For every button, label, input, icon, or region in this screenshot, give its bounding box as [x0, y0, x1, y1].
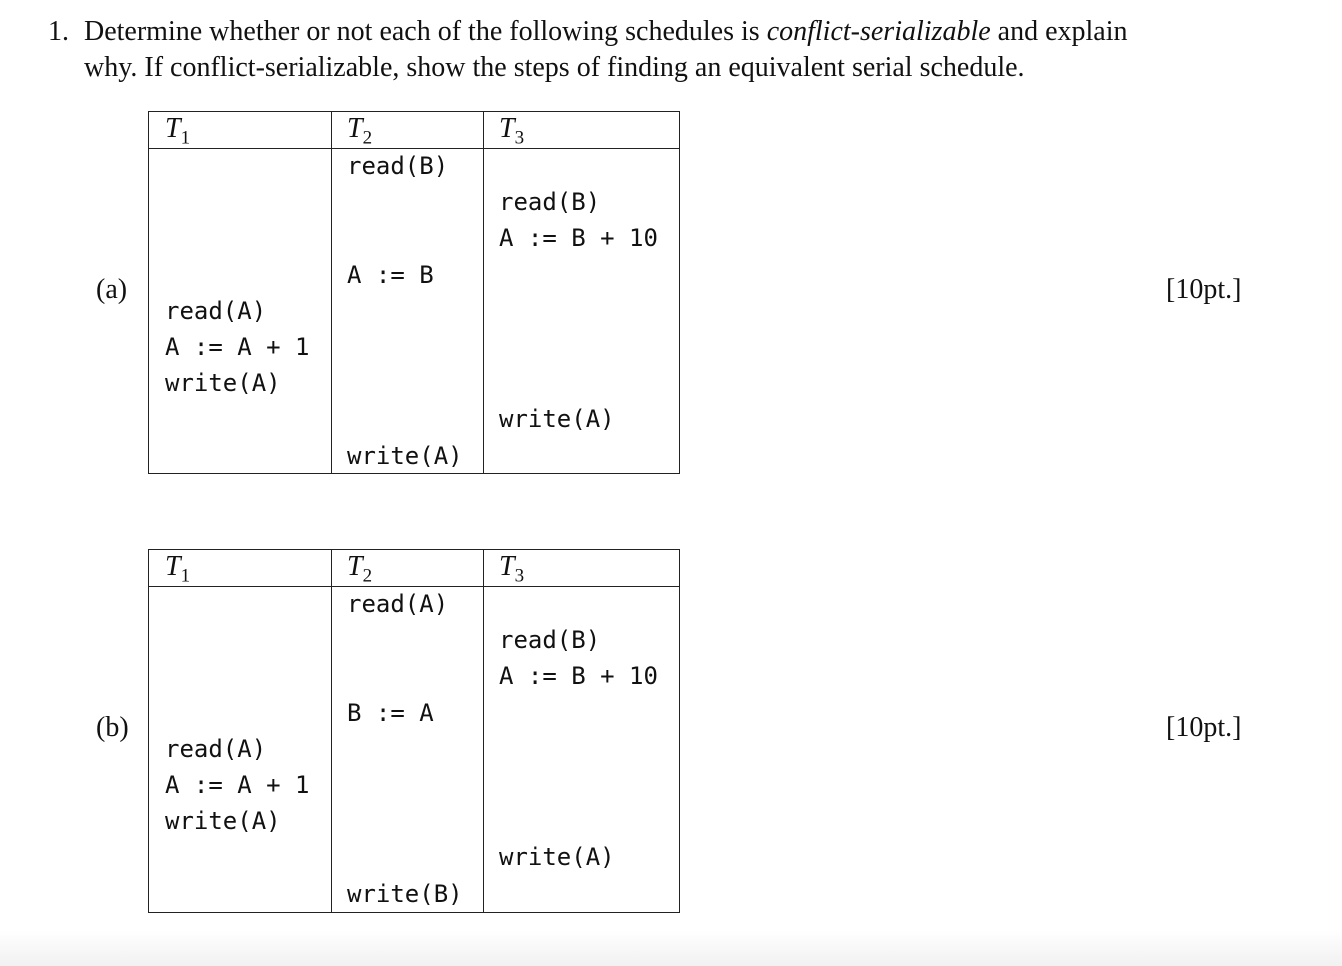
operation-t2: read(B)	[347, 152, 449, 180]
schedule-header-row	[149, 550, 679, 587]
operation-t1: write(A)	[165, 807, 281, 836]
operation-t2: write(B)	[347, 879, 463, 908]
column-divider	[483, 112, 484, 473]
operation-t1: A := A + 1	[165, 333, 310, 361]
column-divider	[483, 550, 484, 912]
operation-t1: A := A + 1	[165, 771, 310, 799]
operation-t3: A := B + 10	[499, 662, 658, 691]
operation-t3: A := B + 10	[499, 224, 658, 253]
header-t2: $T_2$	[347, 551, 373, 587]
operation-t1: read(A)	[165, 734, 267, 763]
column-divider	[331, 112, 332, 473]
header-t1: $T_1$	[165, 551, 191, 587]
schedule-table-a	[148, 111, 680, 474]
operation-t3: read(B)	[499, 188, 601, 217]
page-bottom-shadow	[0, 930, 1342, 966]
question-text	[84, 14, 1284, 86]
operation-t2: B := A	[347, 698, 434, 727]
question-line1-start: Determine whether or not each of the following schedules is	[84, 16, 767, 47]
operation-t3: read(B)	[499, 626, 601, 655]
operation-t2: read(A)	[347, 590, 449, 618]
header-t3: $T_3$	[499, 113, 525, 149]
part-a-label: (a)	[96, 274, 128, 305]
column-divider	[331, 550, 332, 912]
question-line2: why. If conflict-serializable, show the steps of finding an equivalent serial schedule.	[84, 52, 1025, 83]
question-number: 1.	[48, 16, 69, 47]
part-b-points: [10pt.]	[1166, 712, 1242, 743]
question-line1-emphasis: conflict-serializable	[766, 16, 991, 47]
part-b-label: (b)	[96, 712, 129, 743]
schedule-table-b	[148, 549, 680, 913]
operation-t3: write(A)	[499, 843, 615, 872]
operation-t1: read(A)	[165, 296, 267, 325]
operation-t2: write(A)	[347, 441, 463, 470]
header-t2: $T_2$	[347, 113, 373, 149]
operation-t1: write(A)	[165, 369, 281, 398]
part-a-points: [10pt.]	[1166, 274, 1242, 305]
operation-t2: A := B	[347, 260, 434, 289]
operation-t3: write(A)	[499, 405, 615, 434]
schedule-header-row	[149, 112, 679, 149]
question-line1-end: and explain	[990, 16, 1128, 47]
header-t1: $T_1$	[165, 113, 191, 149]
header-t3: $T_3$	[499, 551, 525, 587]
